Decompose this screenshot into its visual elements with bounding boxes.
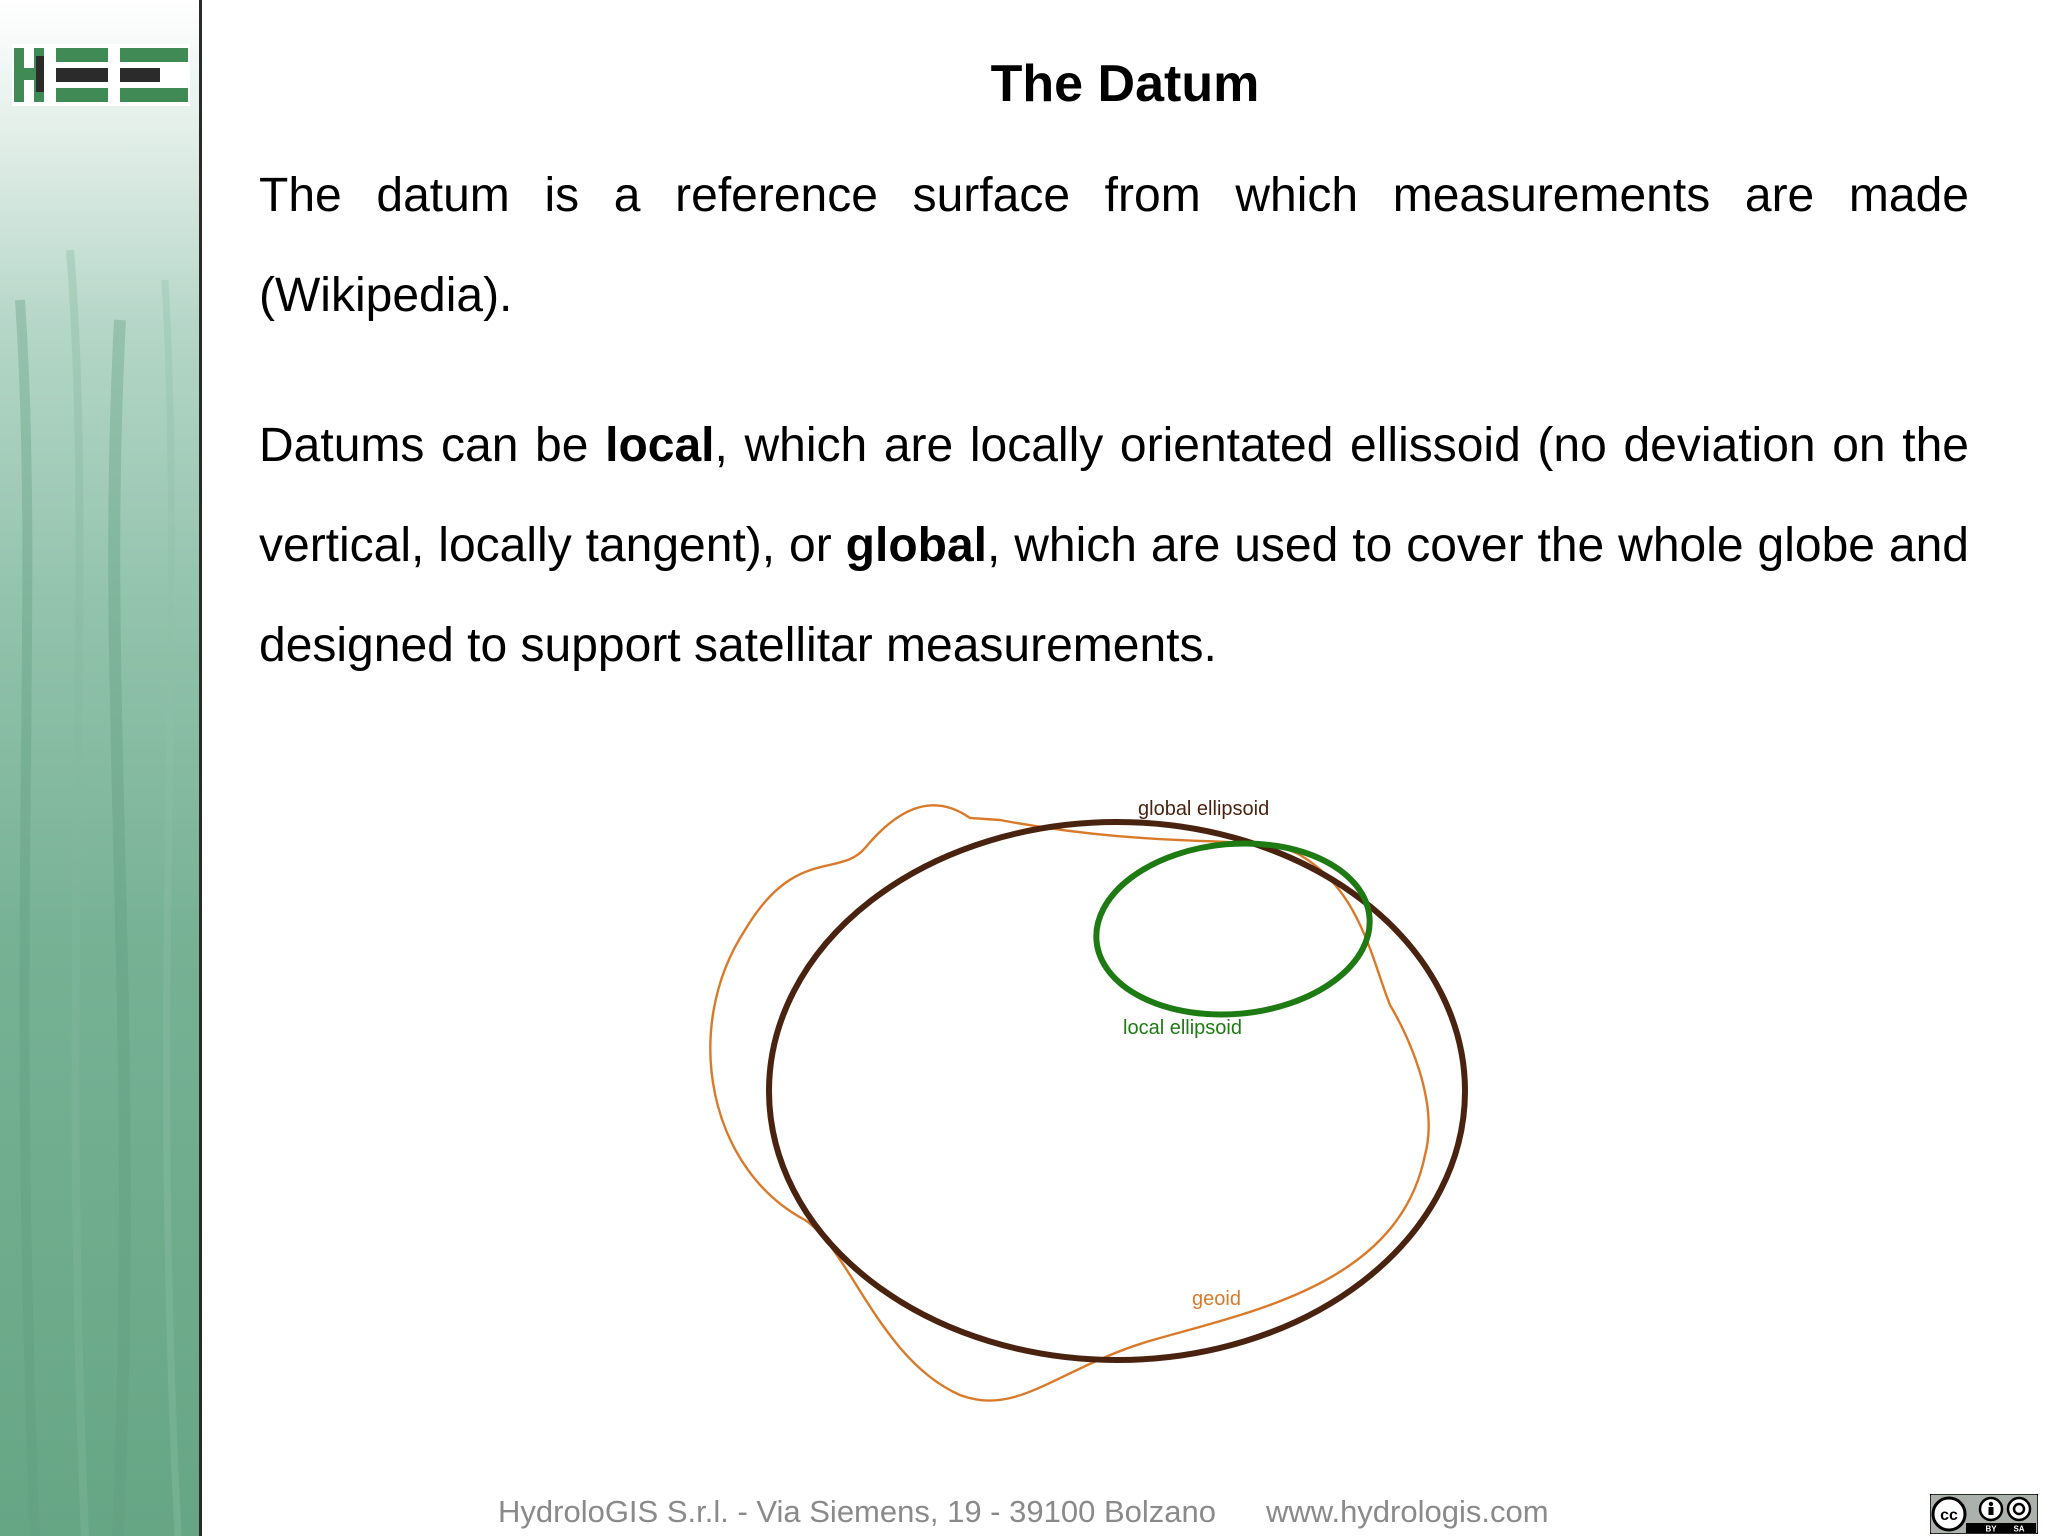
creative-commons-badge <box>1930 1494 2038 1534</box>
sa-label: SA <box>2013 1524 2025 1534</box>
cc-text: cc <box>1940 1507 1958 1524</box>
global-ellipsoid-shape <box>769 822 1465 1360</box>
share-alike-icon <box>2008 1498 2030 1520</box>
slide-title: The Datum <box>990 55 1260 113</box>
sidebar-streaks <box>0 0 199 1536</box>
global-ellipsoid-label: global ellipsoid <box>1138 798 1270 820</box>
footer <box>202 1490 2048 1536</box>
paragraph-text-2: , which are locally orientated ellissoid (no deviation on the vertical, locally tangent), or <box>259 419 1970 572</box>
footer-address: HydroloGIS S.r.l. - Via Siemens, 19 - 39100 Bolzano <box>498 1494 1216 1529</box>
sidebar-decoration <box>0 0 202 1536</box>
local-ellipsoid-label: local ellipsoid <box>1123 1017 1242 1039</box>
footer-url: www.hydrologis.com <box>1266 1494 1549 1529</box>
geoid-label: geoid <box>1192 1288 1241 1310</box>
datum-diagram <box>700 770 1520 1410</box>
paragraph-text-3: , which are used to cover the whole globe and designed to support satellitar measurements. <box>259 519 1969 672</box>
datum-types-paragraph <box>259 396 1969 696</box>
local-ellipsoid-shape <box>1089 832 1377 1025</box>
by-label: BY <box>1985 1524 1997 1534</box>
datum-definition-paragraph: The datum is a reference surface from which measurements are made (Wikipedia). <box>259 169 1969 322</box>
paragraph-text-1: Datums can be <box>259 419 606 472</box>
global-emphasis: global <box>845 519 987 572</box>
local-emphasis: local <box>605 419 715 472</box>
hydrologis-logo <box>12 44 190 106</box>
